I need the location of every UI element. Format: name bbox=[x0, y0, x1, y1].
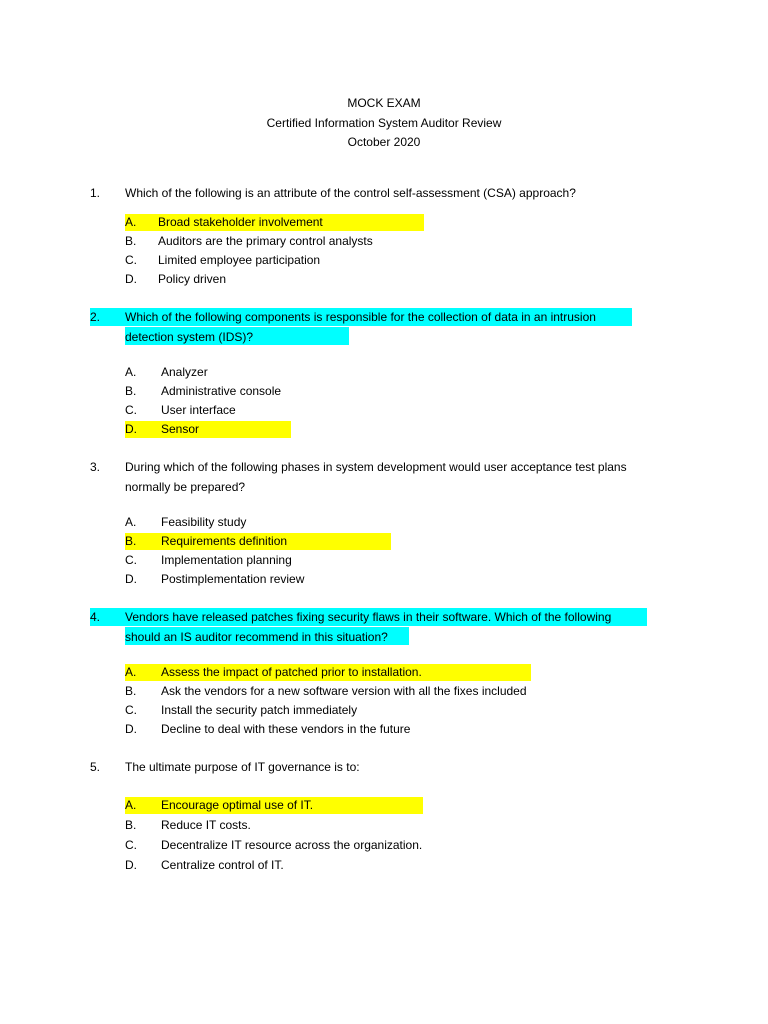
question-number: 5. bbox=[90, 760, 101, 774]
option-a bbox=[90, 796, 670, 815]
exam-date: October 2020 bbox=[347, 135, 421, 149]
option-letter: B. bbox=[125, 817, 137, 832]
option-text: Assess the impact of patched prior to installation. bbox=[161, 665, 422, 679]
option-text: User interface bbox=[161, 403, 236, 417]
option-text: Encourage optimal use of IT. bbox=[161, 797, 314, 812]
option-letter: D. bbox=[125, 422, 137, 436]
option-text: Ask the vendors for a new software version with all the fixes included bbox=[161, 684, 527, 698]
answer-highlight bbox=[125, 421, 291, 438]
question-text: normally be prepared? bbox=[125, 479, 246, 494]
option-text: Decline to deal with these vendors in the future bbox=[161, 722, 411, 736]
option-text: Broad stakeholder involvement bbox=[158, 214, 323, 229]
question-text: Vendors have released patches fixing security flaws in their software. Which of the following bbox=[125, 610, 612, 624]
question-number: 2. bbox=[90, 310, 101, 324]
option-text: Analyzer bbox=[161, 365, 208, 379]
option-letter: A. bbox=[125, 214, 137, 229]
question-text: should an IS auditor recommend in this situation? bbox=[125, 629, 388, 644]
question-number: 4. bbox=[90, 610, 101, 624]
question-number: 1. bbox=[90, 186, 101, 200]
option-c bbox=[90, 836, 670, 855]
option-letter: A. bbox=[125, 665, 137, 679]
option-text: Postimplementation review bbox=[161, 572, 305, 586]
option-letter: B. bbox=[125, 684, 137, 698]
option-letter: D. bbox=[125, 271, 137, 286]
question-text: The ultimate purpose of IT governance is to: bbox=[125, 760, 360, 774]
option-c bbox=[90, 251, 670, 270]
option-letter: C. bbox=[125, 252, 137, 267]
option-b bbox=[90, 382, 670, 401]
option-b bbox=[90, 682, 670, 701]
question-text: detection system (IDS)? bbox=[125, 329, 254, 344]
option-letter: A. bbox=[125, 797, 137, 812]
option-d bbox=[90, 420, 670, 439]
option-b bbox=[90, 816, 670, 835]
option-text: Feasibility study bbox=[161, 515, 247, 529]
option-text: Administrative console bbox=[161, 384, 282, 398]
option-d bbox=[90, 570, 670, 589]
option-letter: B. bbox=[125, 384, 137, 398]
question-text: During which of the following phases in system development would user acceptance test plans bbox=[125, 460, 627, 474]
option-letter: C. bbox=[125, 553, 137, 567]
option-letter: D. bbox=[125, 722, 137, 736]
option-a bbox=[90, 513, 670, 532]
option-text: Decentralize IT resource across the organization. bbox=[161, 837, 423, 852]
question-number: 3. bbox=[90, 460, 101, 474]
option-c bbox=[90, 701, 670, 720]
option-text: Limited employee participation bbox=[158, 252, 321, 267]
exam-title: MOCK EXAM bbox=[347, 96, 421, 110]
option-letter: A. bbox=[125, 515, 137, 529]
option-d bbox=[90, 856, 670, 875]
option-text: Implementation planning bbox=[161, 553, 292, 567]
option-d bbox=[90, 720, 670, 739]
option-text: Sensor bbox=[161, 422, 200, 436]
option-letter: D. bbox=[125, 857, 137, 872]
option-letter: C. bbox=[125, 837, 137, 852]
question-text: Which of the following components is responsible for the collection of data in an intrusion bbox=[125, 310, 596, 324]
exam-subtitle: Certified Information System Auditor Review bbox=[266, 115, 502, 130]
option-text: Reduce IT costs. bbox=[161, 817, 251, 832]
option-text: Policy driven bbox=[158, 271, 227, 286]
question-3 bbox=[90, 458, 670, 589]
option-letter: C. bbox=[125, 403, 137, 417]
option-a bbox=[90, 363, 670, 382]
question-5 bbox=[90, 758, 670, 875]
option-letter: D. bbox=[125, 572, 137, 586]
option-d bbox=[90, 270, 670, 289]
option-letter: A. bbox=[125, 365, 137, 379]
option-b bbox=[90, 232, 670, 251]
option-text: Auditors are the primary control analysts bbox=[158, 233, 373, 248]
question-2 bbox=[90, 308, 670, 439]
question-4 bbox=[90, 608, 670, 739]
option-letter: B. bbox=[125, 534, 137, 548]
option-a bbox=[90, 663, 670, 682]
option-letter: B. bbox=[125, 233, 137, 248]
question-1 bbox=[90, 184, 670, 289]
option-a bbox=[90, 213, 670, 232]
option-b bbox=[90, 532, 670, 551]
option-text: Install the security patch immediately bbox=[161, 703, 358, 717]
option-text: Requirements definition bbox=[161, 534, 288, 548]
question-text: Which of the following is an attribute of the control self-assessment (CSA) approach? bbox=[125, 186, 576, 200]
option-c bbox=[90, 551, 670, 570]
option-text: Centralize control of IT. bbox=[161, 857, 284, 872]
option-letter: C. bbox=[125, 703, 137, 717]
exam-header bbox=[0, 94, 768, 153]
option-c bbox=[90, 401, 670, 420]
